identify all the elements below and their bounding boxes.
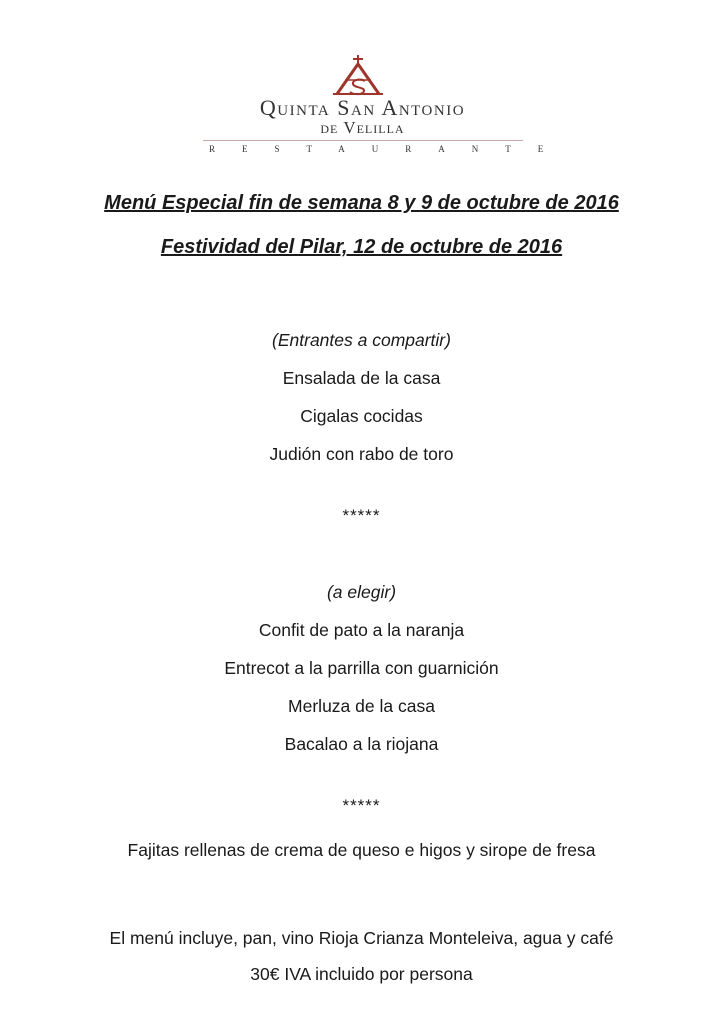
menu-subtitle: Festividad del Pilar, 12 de octubre de 2016	[160, 236, 563, 258]
separator: *****	[342, 506, 381, 525]
starters-heading: (Entrantes a compartir)	[272, 330, 451, 350]
starter-item: Judión con rabo de toro	[269, 444, 454, 464]
dessert-item: Fajitas rellenas de crema de queso e higos y sirope de fresa	[127, 840, 596, 860]
mains-heading: (a elegir)	[326, 582, 397, 602]
menu-includes: El menú incluye, pan, vino Rioja Crianza Monteleiva, agua y café	[109, 928, 614, 948]
separator: *****	[342, 796, 381, 815]
brand-sub: de Velilla	[320, 118, 405, 137]
brand-tag: RESTAURANTE	[209, 144, 571, 154]
menu-price: 30€ IVA incluido por persona	[250, 964, 473, 984]
logo-divider	[203, 140, 523, 141]
main-item: Bacalao a la riojana	[284, 734, 439, 754]
main-item: Entrecot a la parrilla con guarnición	[224, 658, 499, 678]
main-item: Merluza de la casa	[288, 696, 435, 716]
starter-item: Ensalada de la casa	[282, 368, 441, 388]
brand-name: Quinta San Antonio	[259, 95, 466, 120]
restaurant-logo	[195, 50, 571, 162]
main-item: Confit de pato a la naranja	[258, 620, 465, 640]
starter-item: Cigalas cocidas	[300, 406, 423, 426]
menu-title: Menú Especial fin de semana 8 y 9 de octubre de 2016	[104, 192, 619, 214]
